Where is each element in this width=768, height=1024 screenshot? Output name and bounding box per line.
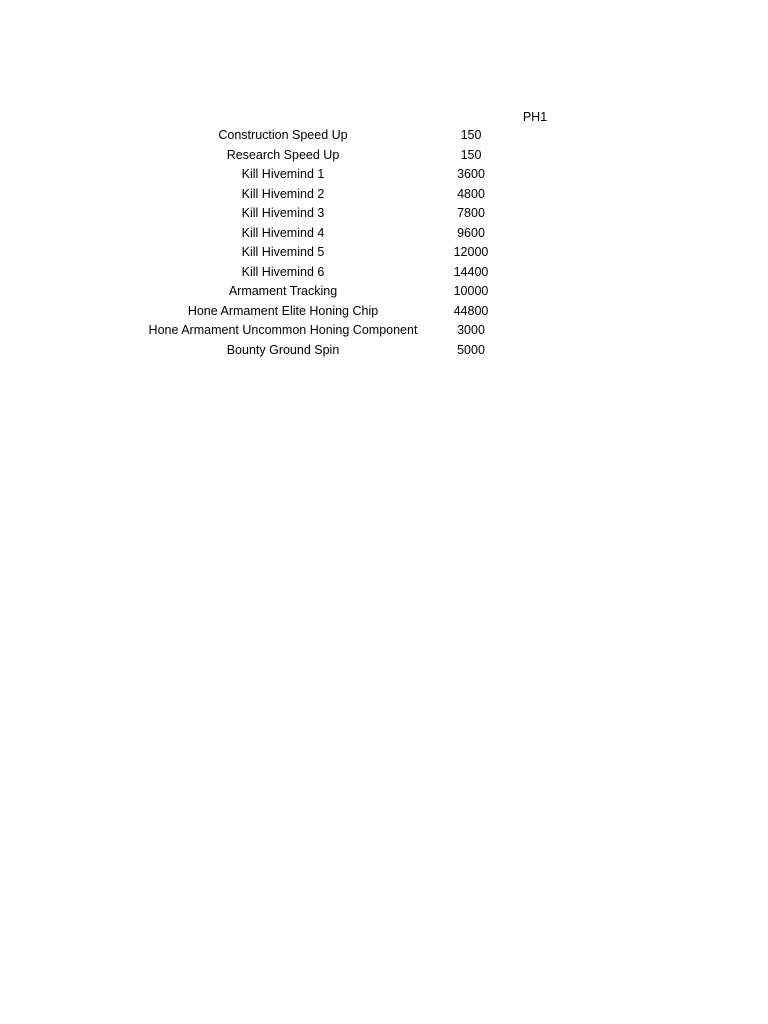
task-points: 10000 xyxy=(453,284,489,298)
task-name: Hone Armament Uncommon Honing Component xyxy=(148,323,418,337)
table-row xyxy=(140,204,540,224)
task-name: Kill Hivemind 6 xyxy=(241,264,325,279)
task-points: 9600 xyxy=(457,225,485,240)
table-row xyxy=(140,263,540,283)
table-row xyxy=(140,146,540,166)
task-name: Kill Hivemind 4 xyxy=(241,225,325,240)
task-points: 150 xyxy=(460,147,482,162)
task-name: Construction Speed Up xyxy=(218,128,348,142)
table-row xyxy=(140,282,540,302)
task-name: Hone Armament Elite Honing Chip xyxy=(187,303,379,318)
task-points-table xyxy=(140,126,540,360)
table-row xyxy=(140,341,540,361)
task-points: 7800 xyxy=(457,206,485,220)
task-points: 14400 xyxy=(453,264,489,279)
task-points: 3600 xyxy=(457,167,485,181)
task-name: Kill Hivemind 2 xyxy=(241,186,325,201)
task-points: 44800 xyxy=(453,303,489,318)
task-points: 4800 xyxy=(457,186,485,201)
table-row xyxy=(140,165,540,185)
task-name: Bounty Ground Spin xyxy=(226,342,340,357)
task-name: Kill Hivemind 5 xyxy=(241,245,325,259)
column-header-ph1: PH1 xyxy=(522,110,548,124)
table-row xyxy=(140,302,540,322)
table-row xyxy=(140,243,540,263)
table-row xyxy=(140,321,540,341)
task-name: Research Speed Up xyxy=(226,147,340,162)
task-points: 5000 xyxy=(457,342,485,357)
task-points: 150 xyxy=(460,128,482,142)
table-row xyxy=(140,185,540,205)
task-points: 3000 xyxy=(457,323,485,337)
task-name: Armament Tracking xyxy=(228,284,338,298)
table-row xyxy=(140,224,540,244)
task-name: Kill Hivemind 1 xyxy=(241,167,325,181)
task-points: 12000 xyxy=(453,245,489,259)
task-name: Kill Hivemind 3 xyxy=(241,206,325,220)
table-row xyxy=(140,126,540,146)
